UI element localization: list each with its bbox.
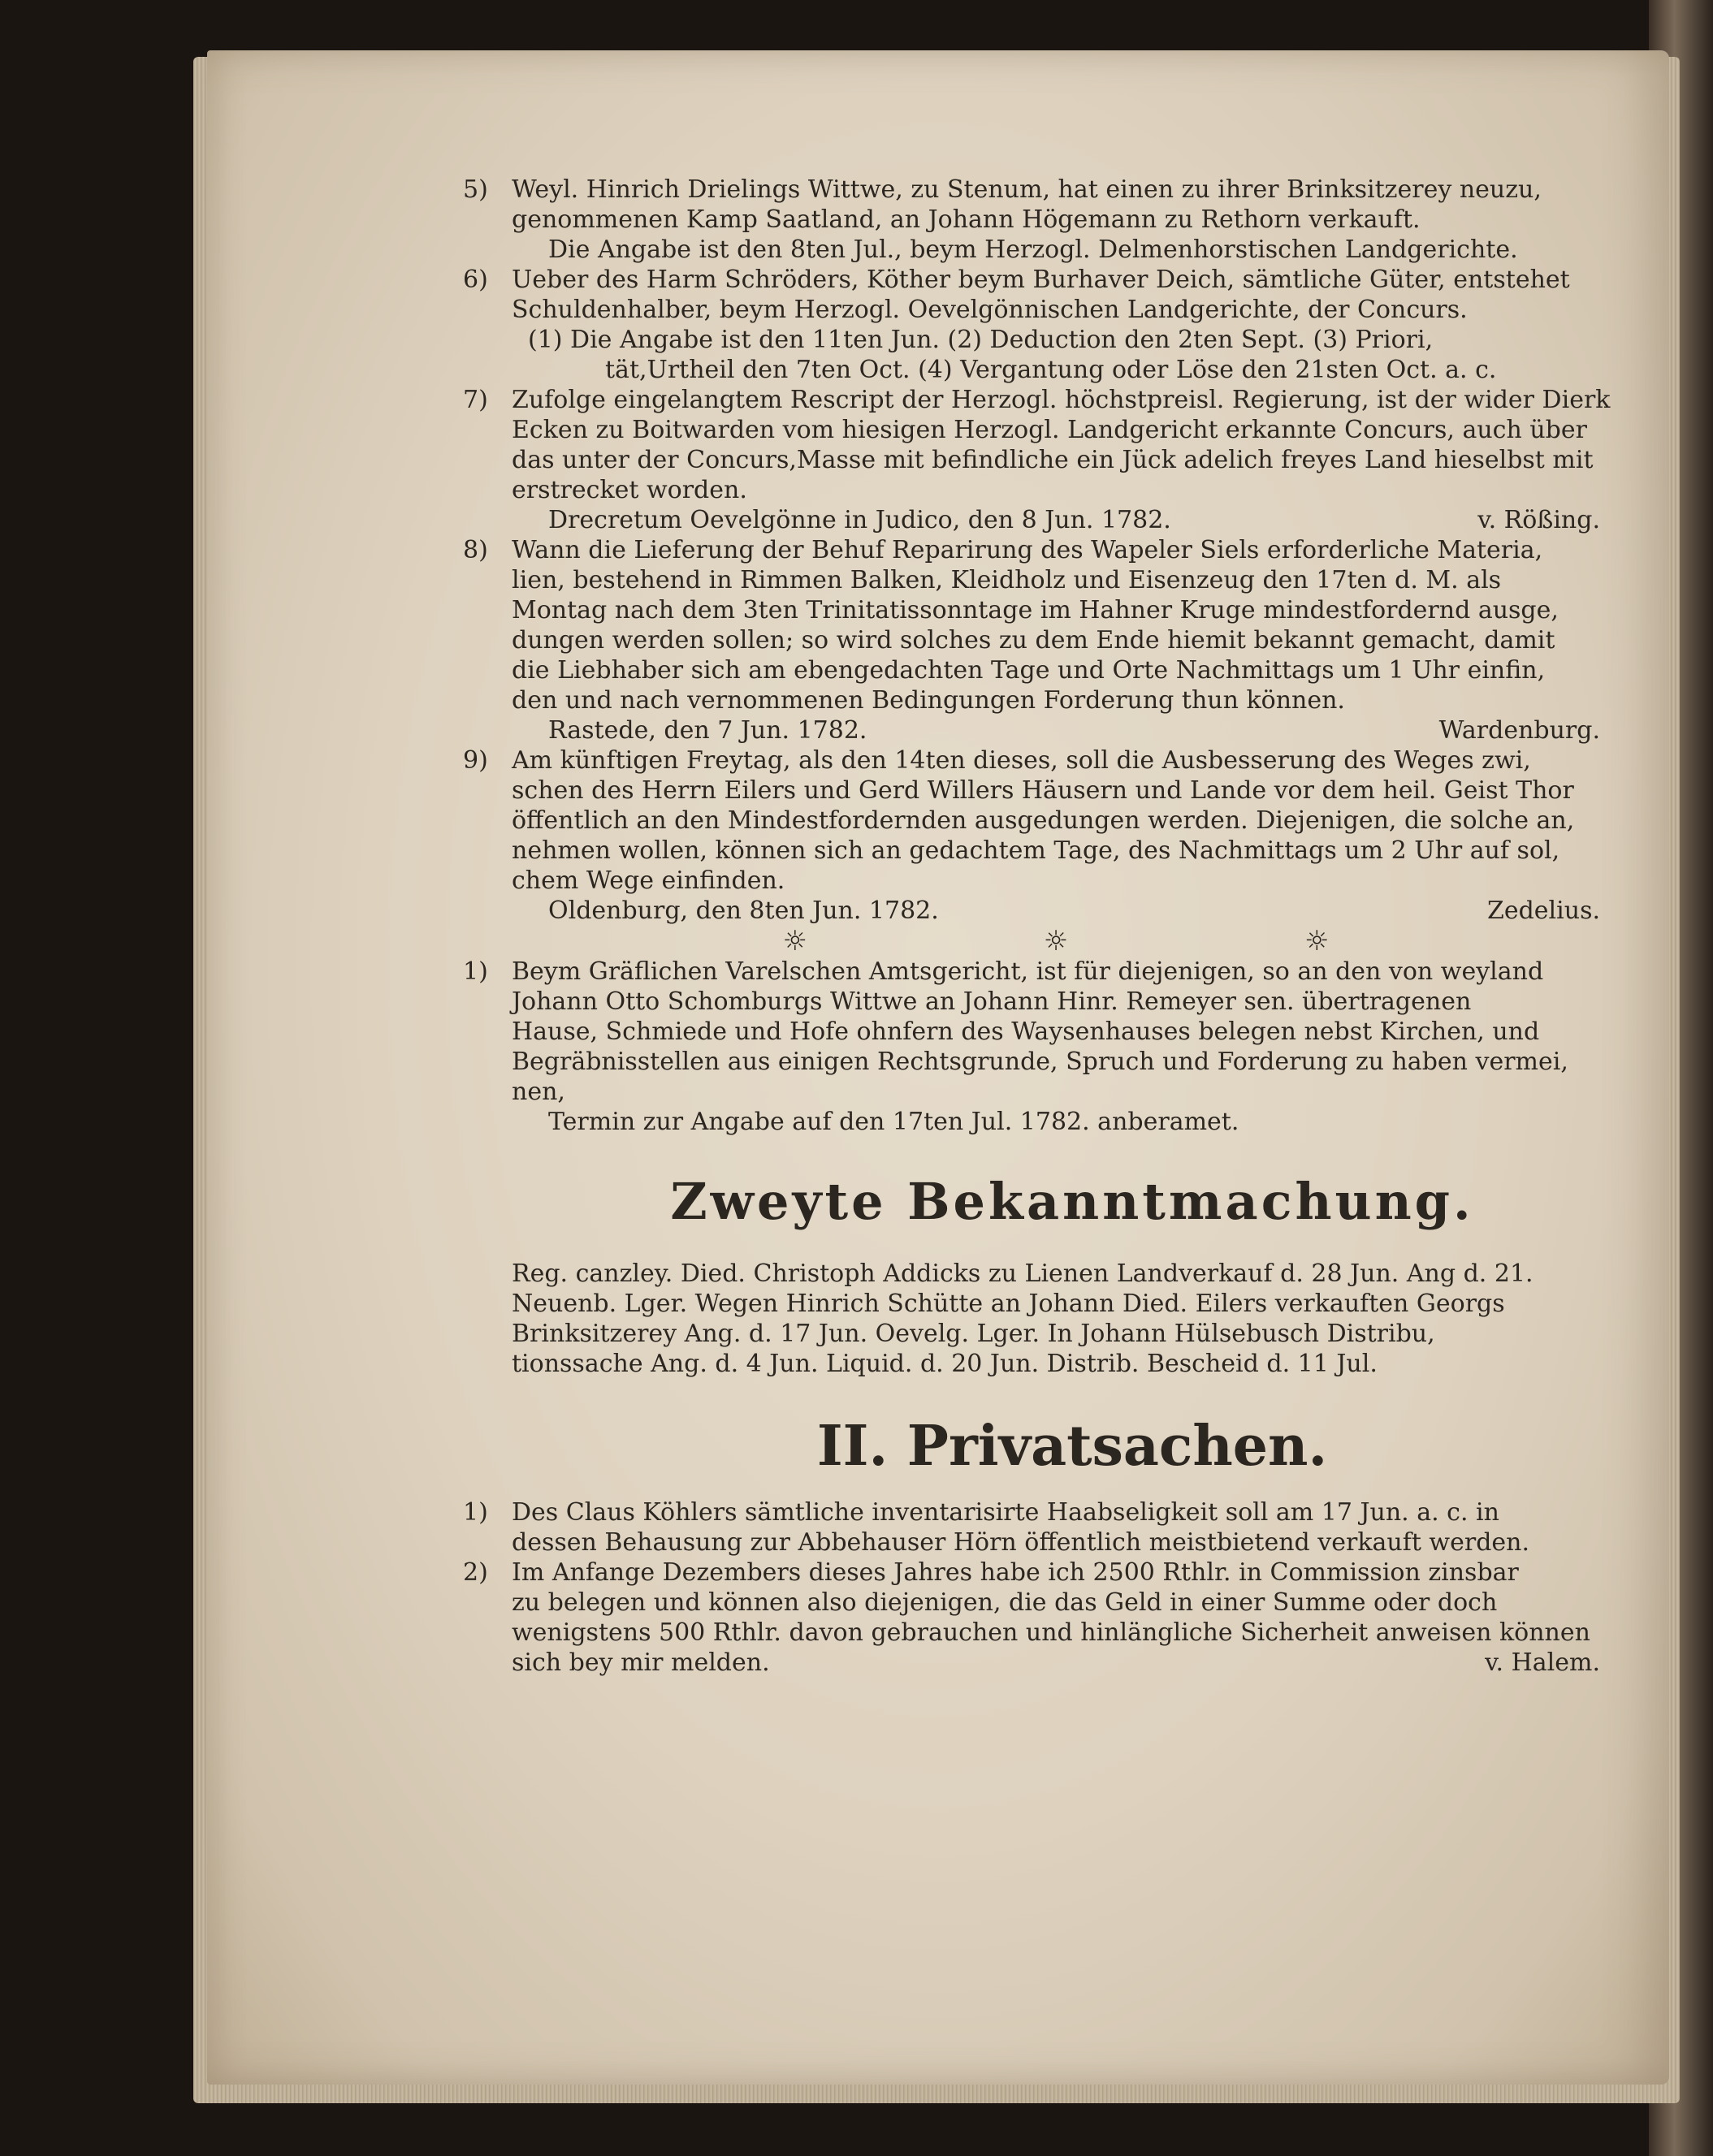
entry-line: Begräbnisstellen aus einigen Rechtsgrunde, Spruch und Forderung zu haben vermei,	[512, 1048, 1568, 1076]
sun-ornament-icon: ☼ ☼ ☼	[782, 925, 1443, 957]
signature: Wardenburg.	[1438, 716, 1600, 745]
entry-line: nen,	[512, 1078, 565, 1106]
entry-number: 9)	[463, 746, 488, 775]
entry-line: 1) Beym Gräflichen Varelschen Amtsgericht, ist für diejenigen, so an den von weyland	[463, 957, 1544, 986]
entry-line: Johann Otto Schomburgs Wittwe an Johann Hinr. Remeyer sen. übertragenen	[512, 987, 1472, 1016]
notice-line: tionssache Ang. d. 4 Jun. Liquid. d. 20 Jun. Distrib. Bescheid d. 11 Jul.	[512, 1350, 1378, 1378]
entry-line: 1) Des Claus Köhlers sämtliche inventarisirte Haabseligkeit soll am 17 Jun. a. c. in	[463, 1498, 1499, 1527]
entry-line: 2) Im Anfange Dezembers dieses Jahres habe ich 2500 Rthlr. in Commission zinsbar	[463, 1558, 1519, 1587]
entry-line: schen des Herrn Eilers und Gerd Willers Häusern und Lande vor dem heil. Geist Thor	[512, 776, 1574, 805]
entry-number: 7)	[463, 386, 488, 414]
entry-line: zu belegen und können also diejenigen, die das Geld in einer Summe oder doch	[512, 1588, 1498, 1617]
place-date-signature	[512, 715, 1633, 745]
entry-last-line: sich bey mir melden.	[512, 1648, 770, 1677]
entry-line: Schuldenhalber, beym Herzogl. Oevelgönnischen Landgerichte, der Concurs.	[512, 296, 1468, 324]
entry-line: lien, bestehend in Rimmen Balken, Kleidholz und Eisenzeug den 17ten d. M. als	[512, 566, 1502, 594]
entry-line: genommenen Kamp Saatland, an Johann Högemann zu Rethorn verkauft.	[512, 205, 1421, 234]
entry-line: 5) Weyl. Hinrich Drielings Wittwe, zu Stenum, hat einen zu ihrer Brinksitzerey neuzu,	[463, 175, 1542, 204]
place-date: Rastede, den 7 Jun. 1782.	[548, 716, 867, 745]
entry-line: Montag nach dem 3ten Trinitatissonntage im Hahner Kruge mindestfordernd ausge,	[512, 596, 1559, 624]
entry-line	[512, 1648, 1633, 1678]
entry-line: 8) Wann die Lieferung der Behuf Reparirung des Wapeler Siels erforderliche Materia,	[463, 536, 1543, 564]
entry-number: 1)	[463, 957, 488, 986]
entry-line: öffentlich an den Mindestfordernden ausgedungen werden. Diejenigen, die solche an,	[512, 806, 1575, 835]
place-date-signature	[512, 505, 1633, 535]
entry-number: 1)	[463, 1498, 488, 1527]
section-heading: Zweyte Bekanntmachung.	[670, 1172, 1474, 1231]
entry-line: dessen Behausung zur Abbehauser Hörn öffentlich meistbietend verkauft werden.	[512, 1528, 1530, 1557]
entry-number: 8)	[463, 536, 488, 564]
entry-line: 6) Ueber des Harm Schröders, Köther beym Burhaver Deich, sämtliche Güter, entstehet	[463, 266, 1570, 294]
place-date: Drecretum Oevelgönne in Judico, den 8 Jun. 1782.	[548, 506, 1171, 534]
place-date: Oldenburg, den 8ten Jun. 1782.	[548, 897, 939, 925]
notice-line: Neuenb. Lger. Wegen Hinrich Schütte an Johann Died. Eilers verkauften Georgs	[512, 1290, 1505, 1318]
entry-note: (1) Die Angabe ist den 11ten Jun. (2) Deduction den 2ten Sept. (3) Priori,	[528, 326, 1434, 354]
entry-line: Hause, Schmiede und Hofe ohnfern des Waysenhauses belegen nebst Kirchen, und	[512, 1018, 1540, 1046]
notice-line: Brinksitzerey Ang. d. 17 Jun. Oevelg. Lger. In Johann Hülsebusch Distribu,	[512, 1320, 1435, 1348]
entry-line: dungen werden sollen; so wird solches zu dem Ende hiemit bekannt gemacht, damit	[512, 626, 1555, 655]
entry-number: 6)	[463, 266, 488, 294]
notice-line: Reg. canzley. Died. Christoph Addicks zu Lienen Landverkauf d. 28 Jun. Ang d. 21.	[512, 1259, 1533, 1288]
signature: v. Halem.	[1485, 1648, 1600, 1677]
signature: Zedelius.	[1487, 897, 1600, 925]
entry-line: den und nach vernommenen Bedingungen Forderung thun können.	[512, 686, 1345, 715]
place-date-signature	[512, 896, 1633, 926]
text-body	[463, 175, 1633, 1678]
entry-note: tät,Urtheil den 7ten Oct. (4) Vergantung oder Löse den 21sten Oct. a. c.	[605, 356, 1497, 384]
entry-line: wenigstens 500 Rthlr. davon gebrauchen und hinlängliche Sicherheit anweisen können	[512, 1618, 1590, 1647]
entry-number: 2)	[463, 1558, 488, 1587]
entry-line: chem Wege einfinden.	[512, 866, 785, 895]
entry-line: das unter der Concurs,Masse mit befindliche ein Jück adelich freyes Land hieselbst mit	[512, 446, 1594, 474]
entry-line: die Liebhaber sich am ebengedachten Tage und Orte Nachmittags um 1 Uhr einfin,	[512, 656, 1546, 685]
entry-number: 5)	[463, 175, 488, 204]
entry-line: 7) Zufolge eingelangtem Rescript der Herzogl. höchstpreisl. Regierung, ist der wider Dierk	[463, 386, 1611, 414]
entry-line: 9) Am künftigen Freytag, als den 14ten dieses, soll die Ausbesserung des Weges zwi,	[463, 746, 1531, 775]
entry-note: Die Angabe ist den 8ten Jul., beym Herzogl. Delmenhorstischen Landgerichte.	[548, 235, 1518, 264]
entry-note: Termin zur Angabe auf den 17ten Jul. 1782. anberamet.	[548, 1108, 1239, 1136]
entry-line: Ecken zu Boitwarden vom hiesigen Herzogl. Landgericht erkannte Concurs, auch über	[512, 416, 1587, 444]
entry-line: nehmen wollen, können sich an gedachtem Tage, des Nachmittags um 2 Uhr auf sol,	[512, 836, 1560, 865]
signature: v. Rößing.	[1477, 506, 1600, 534]
entry-line: erstrecket worden.	[512, 476, 747, 504]
section-heading: II. Privatsachen.	[816, 1414, 1328, 1479]
